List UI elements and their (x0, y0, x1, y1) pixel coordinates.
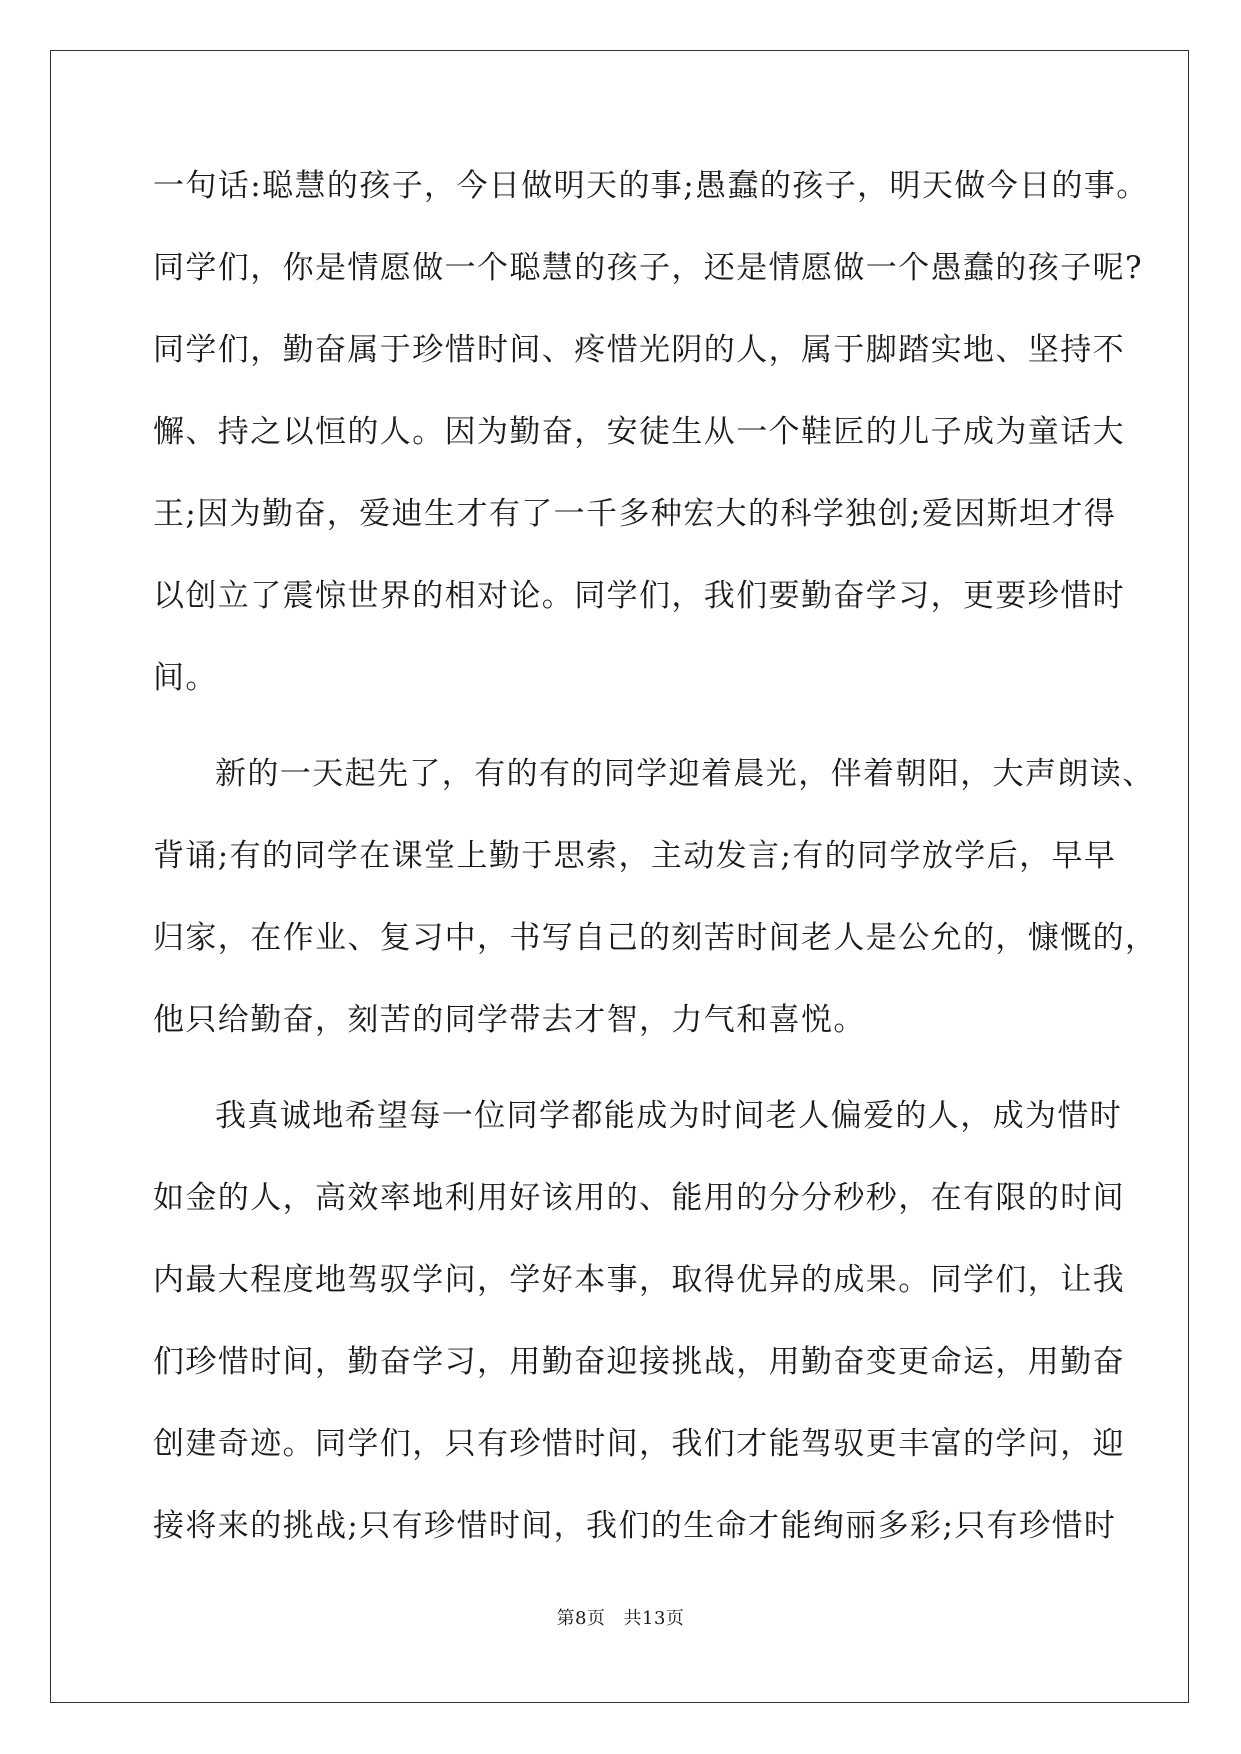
text-line: 接将来的挑战;只有珍惜时间，我们的生命才能绚丽多彩;只有珍惜时 (153, 1508, 1117, 1544)
text-line: 王;因为勤奋，爱迪生才有了一千多种宏大的科学独创;爱因斯坦才得 (153, 496, 1117, 532)
page-footer (0, 1604, 1241, 1630)
text-line: 间。 (153, 660, 218, 696)
document-body (153, 160, 1158, 1582)
text-line: 以创立了震惊世界的相对论。同学们，我们要勤奋学习，更要珍惜时 (153, 578, 1125, 614)
text-line: 新的一天起先了，有的有的同学迎着晨光，伴着朝阳，大声朗读、 (215, 756, 1155, 792)
text-line: 归家，在作业、复习中，书写自己的刻苦时间老人是公允的，慷慨的， (153, 920, 1158, 956)
text-line: 懈、持之以恒的人。因为勤奋，安徒生从一个鞋匠的儿子成为童话大 (153, 414, 1125, 450)
text-line: 们珍惜时间，勤奋学习，用勤奋迎接挑战，用勤奋变更命运，用勤奋 (153, 1344, 1125, 1380)
page-total: 共13页 (623, 1608, 685, 1629)
page-number: 第8页 (556, 1608, 606, 1629)
text-line: 内最大程度地驾驭学问，学好本事，取得优异的成果。同学们，让我 (153, 1262, 1125, 1298)
text-line: 创建奇迹。同学们，只有珍惜时间，我们才能驾驭更丰富的学问，迎 (153, 1426, 1125, 1462)
text-line: 背诵;有的同学在课堂上勤于思索，主动发言;有的同学放学后，早早 (153, 838, 1117, 874)
text-line: 同学们，勤奋属于珍惜时间、疼惜光阴的人，属于脚踏实地、坚持不 (153, 332, 1125, 368)
text-line: 一句话:聪慧的孩子，今日做明天的事;愚蠢的孩子，明天做今日的事。 (153, 168, 1149, 204)
text-line: 我真诚地希望每一位同学都能成为时间老人偏爱的人，成为惜时 (215, 1098, 1123, 1134)
text-line: 他只给勤奋，刻苦的同学带去才智，力气和喜悦。 (153, 1002, 866, 1038)
text-line: 如金的人，高效率地利用好该用的、能用的分分秒秒，在有限的时间 (153, 1180, 1125, 1216)
text-line: 同学们，你是情愿做一个聪慧的孩子，还是情愿做一个愚蠢的孩子呢? (153, 250, 1144, 286)
